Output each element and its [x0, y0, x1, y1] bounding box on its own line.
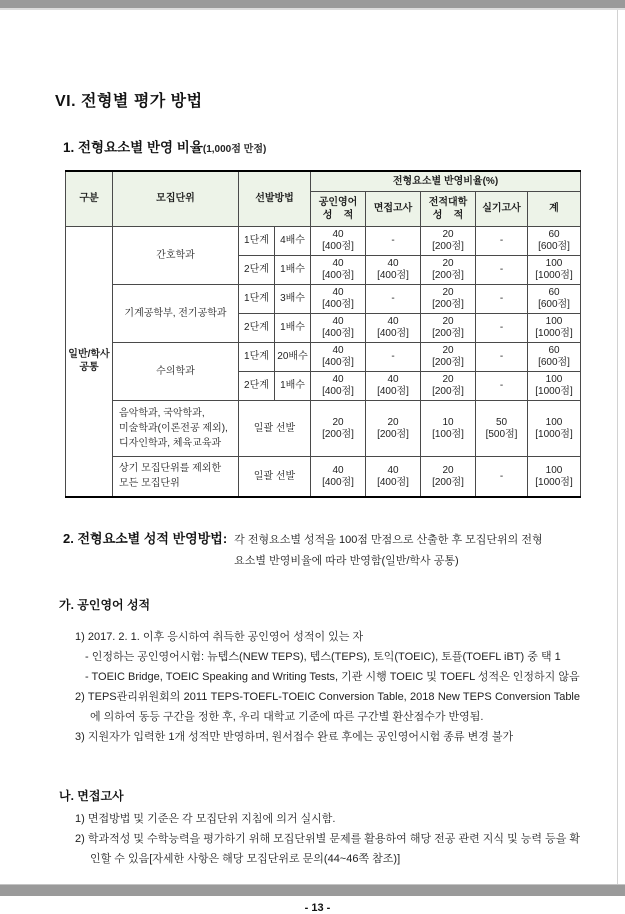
cell-multiple: 1배수 — [275, 313, 311, 342]
section1-heading-text: 1. 전형요소별 반영 비율 — [63, 140, 203, 155]
page-number: - 13 - — [304, 902, 331, 914]
cell-practical: - — [476, 284, 528, 313]
cell-method-bulk: 일괄 선발 — [239, 456, 311, 497]
viewer-bottom-edge — [0, 884, 625, 896]
cell-total: 60 [600점] — [528, 342, 581, 371]
cell-multiple: 20배수 — [275, 342, 311, 371]
section2 — [63, 528, 580, 572]
cell-prev-univ: 20 [200점] — [421, 313, 476, 342]
cell-practical: 50 [500점] — [476, 400, 528, 456]
cell-interview: - — [366, 284, 421, 313]
cell-method-bulk: 일괄 선발 — [239, 400, 311, 456]
subsection-b-heading: 나. 면접고사 — [59, 789, 124, 803]
cell-unit-others: 상기 모집단위를 제외한 모든 모집단위 — [113, 456, 239, 497]
col-header-category: 구분 — [66, 171, 113, 226]
list-item: 1) 면접방법 및 기준은 각 모집단위 지침에 의거 실시함. — [75, 813, 336, 825]
cell-prev-univ: 20 [200점] — [421, 255, 476, 284]
cell-total: 100 [1000점] — [528, 371, 581, 400]
col-header-english: 공인영어 성 적 — [311, 191, 366, 226]
cell-category: 일반/학사 공통 — [66, 226, 113, 497]
cell-unit-engineering: 기계공학부, 전기공학과 — [113, 284, 239, 342]
cell-practical: - — [476, 342, 528, 371]
cell-interview: 40 [400점] — [366, 255, 421, 284]
table-row — [66, 342, 581, 371]
cell-stage: 2단계 — [239, 255, 275, 284]
cell-stage: 2단계 — [239, 313, 275, 342]
cell-practical: - — [476, 255, 528, 284]
cell-english: 20 [200점] — [311, 400, 366, 456]
table-row — [66, 226, 581, 255]
cell-interview: 40 [400점] — [366, 313, 421, 342]
cell-english: 40 [400점] — [311, 255, 366, 284]
cell-practical: - — [476, 226, 528, 255]
cell-prev-univ: 20 [200점] — [421, 371, 476, 400]
subsection-a-heading: 가. 공인영어 성적 — [59, 598, 151, 612]
cell-multiple: 1배수 — [275, 255, 311, 284]
section1-heading — [63, 136, 580, 157]
section1-heading-suffix: (1,000점 만점) — [202, 144, 267, 155]
subsection-english-score — [59, 596, 580, 747]
cell-english: 40 [400점] — [311, 342, 366, 371]
cell-interview: 40 [400점] — [366, 371, 421, 400]
cell-multiple: 3배수 — [275, 284, 311, 313]
cell-total: 100 [1000점] — [528, 456, 581, 497]
cell-prev-univ: 20 [200점] — [421, 284, 476, 313]
cell-total: 60 [600점] — [528, 226, 581, 255]
cell-practical: - — [476, 371, 528, 400]
cell-english: 40 [400점] — [311, 284, 366, 313]
document-page — [0, 10, 625, 914]
ratio-table — [65, 170, 581, 498]
cell-prev-univ: 20 [200점] — [421, 342, 476, 371]
cell-unit-arts: 음악학과, 국악학과, 미술학과(이론전공 제외), 디자인학과, 체육교육과 — [113, 400, 239, 456]
cell-prev-univ: 10 [100점] — [421, 400, 476, 456]
cell-total: 100 [1000점] — [528, 313, 581, 342]
cell-english: 40 [400점] — [311, 313, 366, 342]
cell-interview: 20 [200점] — [366, 400, 421, 456]
col-header-practical: 실기고사 — [476, 191, 528, 226]
viewer-top-edge — [0, 0, 625, 10]
table-row — [66, 400, 581, 456]
list-item: 1) 2017. 2. 1. 이후 응시하여 취득한 공인영어 성적이 있는 자 — [75, 631, 364, 643]
cell-stage: 2단계 — [239, 371, 275, 400]
cell-total: 60 [600점] — [528, 284, 581, 313]
table-row — [66, 284, 581, 313]
cell-unit-nursing: 간호학과 — [113, 226, 239, 284]
cell-multiple: 4배수 — [275, 226, 311, 255]
subsection-interview — [59, 787, 580, 869]
section2-heading: 2. 전형요소별 성적 반영방법: — [63, 531, 228, 546]
table-row — [66, 456, 581, 497]
list-item: 2) 학과적성 및 수학능력을 평가하기 위해 모집단위별 문제를 활용하여 해당 전공 관련 지식 및 능력 등을 확인할 수 있음[자세한 사항은 해당 모집단위로 문의(44~46쪽 참조)] — [75, 833, 580, 865]
cell-unit-veterinary: 수의학과 — [113, 342, 239, 400]
list-item: 2) TEPS관리위원회의 2011 TEPS-TOEFL-TOEIC Conversion Table, 2018 New TEPS Conversion Table에 의하여 동등 구간을 정한 후, 우리 대학교 기준에 따른 구간별 환산점수가 반영됨. — [75, 691, 580, 723]
col-header-unit: 모집단위 — [113, 171, 239, 226]
page-title: VI. 전형별 평가 방법 — [55, 93, 203, 110]
cell-interview: 40 [400점] — [366, 456, 421, 497]
col-header-prev-univ: 전적대학 성 적 — [421, 191, 476, 226]
cell-prev-univ: 20 [200점] — [421, 226, 476, 255]
list-item: 3) 지원자가 입력한 1개 성적만 반영하며, 원서접수 완료 후에는 공인영어시험 종류 변경 불가 — [75, 731, 514, 743]
cell-practical: - — [476, 456, 528, 497]
col-header-total: 계 — [528, 191, 581, 226]
cell-total: 100 [1000점] — [528, 400, 581, 456]
cell-multiple: 1배수 — [275, 371, 311, 400]
cell-interview: - — [366, 342, 421, 371]
section2-text: 각 전형요소별 성적을 100점 만점으로 산출한 후 모집단위의 전형 요소별 반영비율에 따라 반영함(일반/학사 공통) — [234, 534, 543, 567]
cell-english: 40 [400점] — [311, 226, 366, 255]
col-header-ratio-group: 전형요소별 반영비율(%) — [311, 171, 581, 191]
cell-stage: 1단계 — [239, 226, 275, 255]
cell-interview: - — [366, 226, 421, 255]
cell-total: 100 [1000점] — [528, 255, 581, 284]
cell-stage: 1단계 — [239, 284, 275, 313]
list-item: - TOEIC Bridge, TOEIC Speaking and Writing Tests, 기관 시행 TOEIC 및 TOEFL 성적은 인정하지 않음 — [85, 671, 580, 683]
cell-stage: 1단계 — [239, 342, 275, 371]
col-header-method: 선발방법 — [239, 171, 311, 226]
list-item: - 인정하는 공인영어시험: 뉴텝스(NEW TEPS), 텝스(TEPS), 토익(TOEIC), 토플(TOEFL iBT) 중 택 1 — [85, 651, 561, 663]
cell-practical: - — [476, 313, 528, 342]
cell-prev-univ: 20 [200점] — [421, 456, 476, 497]
cell-english: 40 [400점] — [311, 456, 366, 497]
cell-english: 40 [400점] — [311, 371, 366, 400]
col-header-interview: 면접고사 — [366, 191, 421, 226]
